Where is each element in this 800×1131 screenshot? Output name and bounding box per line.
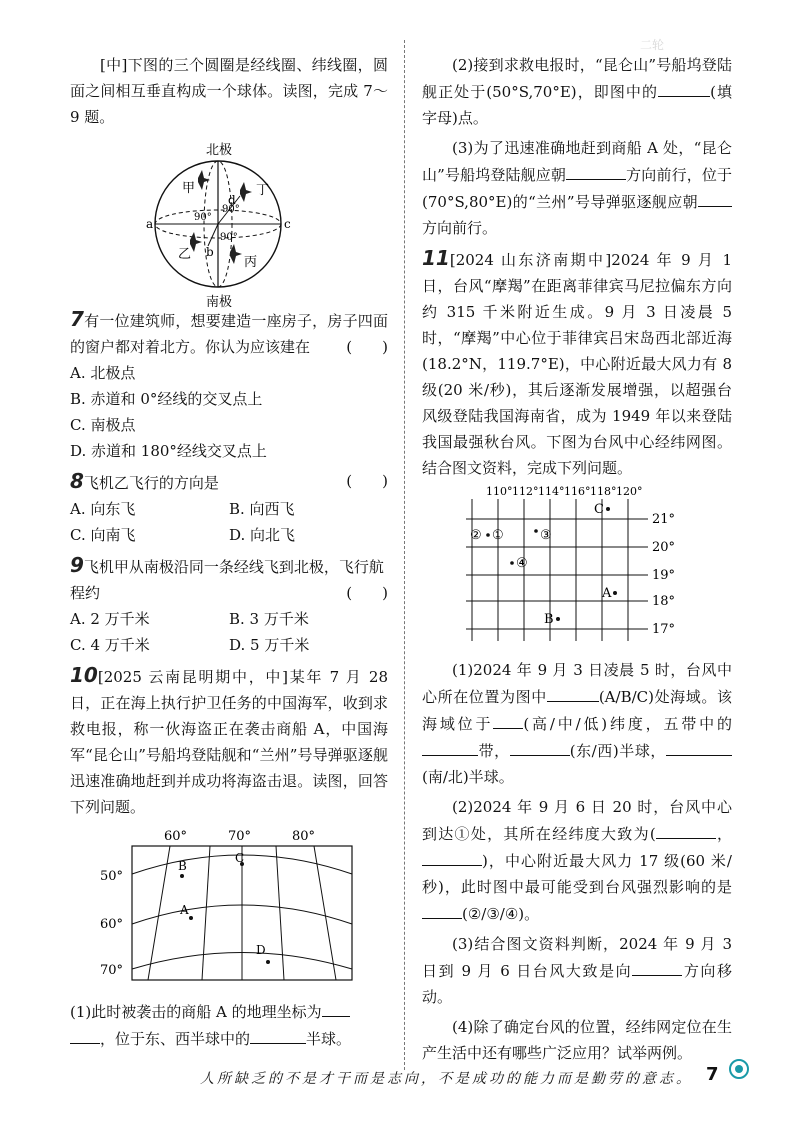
grid-lon-118: 118°	[590, 485, 617, 498]
q11-1-blank-3[interactable]	[422, 737, 478, 756]
plane-ding-icon	[240, 182, 252, 202]
q7-option-d[interactable]: D. 赤道和 180°经线交叉点上	[70, 442, 267, 460]
q7-stem: 有一位建筑师，想要建造一座房子，房子四面的窗户都对着北方。你认为应该建在	[70, 312, 388, 356]
grid-lat-21: 21°	[652, 512, 676, 527]
q11-1-text-b: (A/B/C)处海域。该海域位于	[422, 688, 732, 733]
q11-2-text-c: )，中心附近最大风力 17 级(60 米/秒)，此时图中最可能受到台风强烈影响的是	[422, 852, 732, 896]
question-10	[70, 662, 388, 820]
angle-label-2: 90°	[222, 204, 240, 215]
q10-3-blank-1[interactable]	[566, 161, 626, 180]
jia-label: 甲	[182, 181, 196, 196]
c-label: c	[284, 217, 291, 231]
grid-point-1: ①	[492, 528, 504, 543]
q11-2-text-d: (②/③/④)。	[462, 905, 540, 923]
q11-2-blank-1[interactable]	[656, 820, 716, 839]
q11-number: 11	[422, 246, 450, 270]
intro-text: [中]下图的三个圆圈是经线圈、纬线圈，圆面之间相互垂直构成一个球体。读图，完成 7～9 题。	[70, 56, 388, 126]
grid-lon-110: 110°	[486, 485, 513, 498]
q7-option-a[interactable]: A. 北极点	[70, 364, 136, 382]
q11-1-text-c: (高/中/低)纬度，五带中的	[523, 715, 732, 733]
a-label: a	[146, 217, 154, 231]
grid-lon-112: 112°	[512, 485, 539, 498]
q9-stem-cont: 程约	[70, 584, 101, 602]
q9-option-a[interactable]: A. 2 万千米	[70, 610, 150, 628]
q8-number: 8	[70, 469, 84, 493]
page-number: 7	[706, 1064, 719, 1085]
q10-3-blank-2[interactable]	[698, 188, 732, 207]
map-lat-60: 60°	[100, 917, 124, 932]
q9-stem: 飞机甲从南极沿同一条经线飞到北极，飞行航	[83, 558, 384, 576]
q11-1-blank-4[interactable]	[510, 737, 570, 756]
q7-option-c[interactable]: C. 南极点	[70, 416, 136, 434]
map-lon-60: 60°	[164, 829, 188, 844]
q11-stem: [2024 山东济南期中]2024 年 9 月 1 日，台风“摩羯”在距离菲律宾马尼拉偏东方向约 315 千米附近生成。9 月 3 日凌晨 5 时，“摩羯”中心位于菲律宾吕宋岛西北部近海(18.2°N，119.7°E)，中心附近最大风力有 8 级(20 米/秒)，其后逐渐发展增强，以超强台风级登陆我国海南省，成为 1949 年以来登陆我国最强秋台风。下图为台风中心经纬网图。结合图文资料，完成下列问题。	[422, 251, 732, 477]
q10-2-blank[interactable]	[658, 78, 710, 97]
q11-1-blank-5[interactable]	[666, 737, 732, 756]
q7-answer-paren[interactable]: ( )	[346, 338, 388, 356]
grid-point-b: B	[544, 612, 554, 627]
north-pole-label: 北极	[206, 143, 233, 158]
map-point-d: D	[256, 943, 266, 957]
grid-point-2: ②	[470, 528, 482, 543]
question-11	[422, 245, 732, 481]
map-point-a: A	[180, 903, 189, 917]
publisher-logo-icon	[728, 1058, 750, 1080]
q10-1-blank-hemisphere[interactable]	[250, 1025, 306, 1044]
grid-lat-20: 20°	[652, 540, 676, 555]
q11-1-text-d: 带，	[478, 742, 510, 760]
map-point-c: C	[235, 851, 245, 865]
q9-option-d[interactable]: D. 5 万千米	[229, 636, 310, 654]
q10-1-blank-coord[interactable]	[322, 998, 350, 1017]
question-9	[70, 552, 388, 658]
grid-lon-120: 120°	[616, 485, 643, 498]
q10-1-text-c: 半球。	[306, 1030, 352, 1048]
q11-1-blank-2[interactable]	[493, 710, 523, 729]
map-lat-70: 70°	[100, 963, 124, 978]
q10-stem: [2025 云南昆明期中，中]某年 7 月 28 日，正在海上执行护卫任务的中国海军，收到求救电报，称一伙海盗正在袭击商船 A，中国海军“昆仑山”号船坞登陆舰和“兰州”号导弹驱逐舰迅速准确地赶到并成功将海盗击退。读图，回答下列问题。	[70, 668, 388, 816]
q7-option-b[interactable]: B. 赤道和 0°经线的交叉点上	[70, 390, 263, 408]
q8-option-c[interactable]: C. 向南飞	[70, 526, 136, 544]
angle-label-3: 90°	[220, 232, 238, 243]
plane-yi-icon	[190, 232, 202, 252]
q10-3-text-b: 方向前行，位于(70°S,80°E)的“兰州”号导弹驱逐舰应朝	[422, 166, 732, 211]
q11-3-text-a: (3)结合图文资料判断，2024 年 9 月 3 日到 9 月 6 日台风大致是向	[422, 935, 732, 980]
q10-1-text-b: ，位于东、西半球中的	[100, 1030, 251, 1048]
q9-answer-paren[interactable]: ( )	[346, 584, 388, 602]
q10-3-text-a: (3)为了迅速准确地赶到商船 A 处，“昆仑山”号船坞登陆舰应朝	[422, 139, 732, 184]
bing-label: 丙	[244, 255, 258, 270]
south-pole-label: 南极	[206, 295, 233, 310]
q8-option-a[interactable]: A. 向东飞	[70, 500, 136, 518]
q9-number: 9	[70, 553, 84, 577]
column-divider	[404, 40, 405, 1070]
grid-point-3: ③	[540, 528, 552, 543]
d-label: d	[228, 193, 236, 207]
q10-2-text-b: (填字母)点。	[422, 83, 732, 127]
map-lon-80: 80°	[292, 829, 316, 844]
grid-point-c: C	[594, 502, 604, 517]
right-column	[422, 52, 732, 1066]
ding-label: 丁	[256, 183, 270, 198]
q8-option-d[interactable]: D. 向北飞	[229, 526, 296, 544]
globe-diagram	[70, 134, 388, 310]
watermark: 二轮	[640, 38, 665, 52]
question-7	[70, 306, 388, 464]
map-lat-50: 50°	[100, 869, 124, 884]
yi-label: 乙	[178, 247, 192, 262]
q7-number: 7	[70, 307, 84, 331]
q10-2-text-a: (2)接到求救电报时，“昆仑山”号船坞登陆舰正处于(50°S,70°E)，即图中的	[422, 56, 732, 101]
q9-option-b[interactable]: B. 3 万千米	[229, 610, 309, 628]
q11-2-text-b: ，	[715, 825, 732, 843]
question-8	[70, 468, 388, 548]
q9-option-c[interactable]: C. 4 万千米	[70, 636, 150, 654]
angle-label-1: 90°	[194, 212, 212, 223]
grid-lon-114: 114°	[538, 485, 565, 498]
q11-2-blank-3[interactable]	[422, 900, 462, 919]
q10-1-blank-coord-cont[interactable]	[70, 1025, 100, 1044]
map-point-b: B	[178, 859, 187, 873]
q11-1-text-e: (东/西)半球，	[569, 742, 666, 760]
q11-3-blank[interactable]	[632, 957, 682, 976]
q8-option-b[interactable]: B. 向西飞	[229, 500, 295, 518]
q8-stem: 飞机乙飞行的方向是	[83, 474, 219, 492]
grid-point-a: A	[602, 586, 612, 601]
grid-lat-18: 18°	[652, 594, 676, 609]
left-column	[70, 52, 388, 1052]
lat-lon-map	[70, 824, 388, 994]
footer-motto: 人所缺乏的不是才干而是志向，不是成功的能力而是勤劳的意志。	[200, 1071, 693, 1087]
grid-lat-19: 19°	[652, 568, 676, 583]
plane-bing-icon	[230, 244, 242, 264]
q11-1-text-a: (1)2024 年 9 月 3 日凌晨 5 时，台风中心所在位置为图中	[422, 661, 732, 706]
b-label: b	[206, 245, 214, 259]
q8-answer-paren[interactable]: ( )	[346, 472, 388, 490]
map-lon-70: 70°	[228, 829, 252, 844]
q10-number: 10	[70, 663, 98, 687]
q11-2-blank-2[interactable]	[422, 847, 482, 866]
q11-2-text-a: (2)2024 年 9 月 6 日 20 时，台风中心到达①处，其所在经纬度大致为(	[422, 798, 732, 843]
q11-4-text: (4)除了确定台风的位置，经纬网定位在生产生活中还有哪些广泛应用？试举两例。	[422, 1018, 732, 1062]
plane-jia-icon	[198, 170, 210, 190]
q11-1-blank-1[interactable]	[547, 683, 599, 702]
q10-3-text-c: 方向前行。	[422, 219, 498, 237]
typhoon-grid-map	[422, 483, 732, 653]
q11-3-text-b: 方向移动。	[422, 962, 732, 1006]
q10-1-text-a: (1)此时被袭击的商船 A 的地理坐标为	[70, 1003, 322, 1021]
q11-1-text-f: (南/北)半球。	[422, 768, 514, 786]
grid-lat-17: 17°	[652, 622, 676, 637]
grid-lon-116: 116°	[564, 485, 591, 498]
grid-point-4: ④	[516, 556, 528, 571]
